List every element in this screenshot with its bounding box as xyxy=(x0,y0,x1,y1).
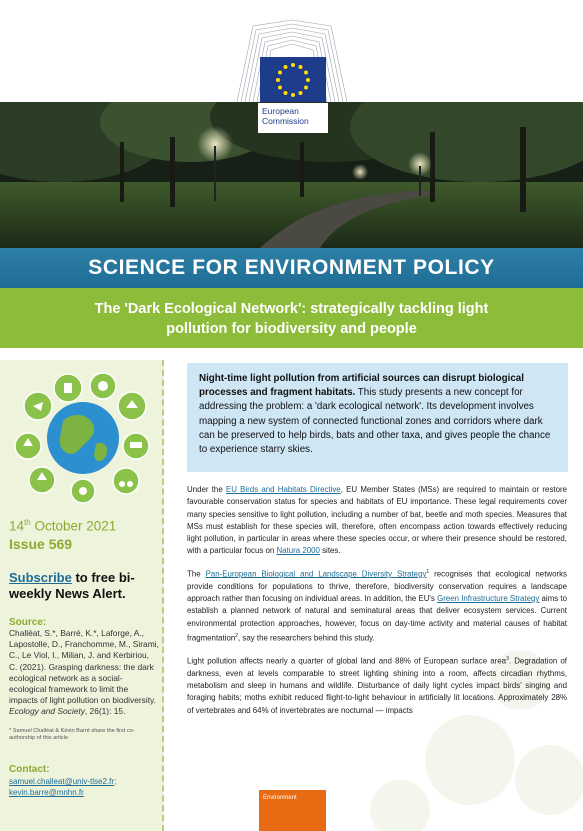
globe-environment-icon xyxy=(8,366,158,506)
eu-flag-icon xyxy=(260,57,326,102)
summary-box xyxy=(187,363,568,472)
p3-text-a: Light pollution affects nearly a quarter of global land and 88% of European surface area xyxy=(187,656,507,666)
coauthor-footnote: * Samuel Challéat & Kévin Barré share the first co-authorship of this article xyxy=(9,728,135,742)
org-line1: European xyxy=(262,106,299,116)
p2-text-a: The xyxy=(187,569,206,579)
p2-text-c: aims to establish a planned network of natural and seminatural areas that deliver ecosystem services. Current environmental protection approaches, however, focus on day-time activity and material causes of habitat fragmentation xyxy=(187,594,568,643)
subscribe-text: to free bi-weekly News Alert. xyxy=(9,570,135,601)
p1-text-b: , EU Member States (MSs) are required to maintain or restore favourable conservation status for species and habitats of EU importance. These legal requirements cover many species sensitive to light pollution, including a number of bat, beetle and moth species. Measures that MSs must establish for these species will, therefore, often encompass action towards effectively reducing light pollution, in particular in areas where these species occur, or where their presence should be restored, with a particular focus on xyxy=(187,485,567,556)
eu-stars-icon xyxy=(260,57,326,102)
p2-footnote-1: 1 xyxy=(426,568,430,575)
summary-bold: Night-time light pollution from artificial sources can disrupt biological processes and fragment habitats. xyxy=(199,373,524,399)
environment-tag: Environment xyxy=(259,790,326,831)
source-heading: Source: xyxy=(9,617,47,628)
p3-footnote: 3 xyxy=(506,655,509,662)
article-title-line2: pollution for biodiversity and people xyxy=(166,321,417,337)
article-title-line1: The 'Dark Ecological Network': strategically tackling light xyxy=(94,301,489,317)
green-infrastructure-link[interactable]: Green Infrastructure Strategy xyxy=(437,594,540,603)
source-journal: Ecology and Society xyxy=(9,706,85,717)
contact-email-2[interactable]: kevin.barre@mnhn.fr xyxy=(9,788,84,797)
publication-title: SCIENCE FOR ENVIRONMENT POLICY xyxy=(0,248,583,288)
p2-text-d: , say the researchers behind this study. xyxy=(238,633,375,643)
source-tail: , 26(1): 15. xyxy=(84,706,126,717)
article-title xyxy=(0,288,583,348)
issue-date xyxy=(9,518,116,534)
p3-text-b: . Degradation of darkness, even at levels comparable to street lighting shining into a room, affects circadian rhythms, metabolism and sleep in humans and wildlife. Disturbance of daily light cycles impact birds' singing and foraging habits; moths exhibit reduced flight-to-light behaviour in artificially lit locations. Approximately 28% of vertebrates and 64% of invertebrates are nocturnal — impacts xyxy=(187,656,567,715)
date-suffix: th xyxy=(24,518,31,527)
contact-emails xyxy=(9,776,159,798)
subscribe-link[interactable]: Subscribe xyxy=(9,570,72,585)
contact-heading: Contact: xyxy=(9,764,50,775)
p1-text-c: sites. xyxy=(319,546,341,556)
subscribe-block xyxy=(9,570,159,602)
issue-number: Issue 569 xyxy=(9,536,73,552)
header-logo-area xyxy=(0,0,583,102)
european-commission-label xyxy=(258,103,328,133)
contact-separator: ; xyxy=(114,777,117,786)
natura-2000-link[interactable]: Natura 2000 xyxy=(276,546,320,556)
pan-european-strategy-link[interactable]: Pan-European Biological and Landscape Diversity Strategy xyxy=(205,569,427,579)
source-text: Challéat, S.*, Barré, K.*, Laforge, A., Lapostolle, D., Franchomme, M., Sirami, C., Le Viol, I., Milian, J. and Kerbiriou, C. (2021). Grasping darkness: the dark ecological network as a social-ecological framework to limit the impacts of light pollution on biodiversity. xyxy=(9,628,159,706)
date-day: 14 xyxy=(9,518,25,534)
source-citation xyxy=(9,628,159,718)
body-paragraph-3 xyxy=(187,653,567,717)
contact-email-1[interactable]: samuel.challeat@univ-tlse2.fr xyxy=(9,777,115,786)
article-body xyxy=(187,484,567,725)
p2-footnote-2: 2 xyxy=(235,632,239,639)
summary-text: This study presents a new concept for addressing the problem: a 'dark ecological network'. Its development involves mapping a new system of connected functional zones and corridors where dark can be preserved to help birds, bats and other taxa, and gives people the chance to experience starry skies. xyxy=(199,387,551,456)
birds-habitats-directive-link[interactable]: EU Birds and Habitats Directive xyxy=(225,485,341,494)
p1-text-a: Under the xyxy=(187,485,226,494)
p2-text-b: recognises that ecological networks provide conditions for populations to thrive, therefore, biodiversity conservation requires a landscape approach rather than focusing on individual areas. In addition, the EU's xyxy=(187,569,567,603)
sidebar xyxy=(0,360,164,831)
org-line2: Commission xyxy=(262,116,309,126)
body-paragraph-2 xyxy=(187,566,567,645)
date-rest: October 2021 xyxy=(30,518,117,534)
body-paragraph-1 xyxy=(187,484,567,558)
